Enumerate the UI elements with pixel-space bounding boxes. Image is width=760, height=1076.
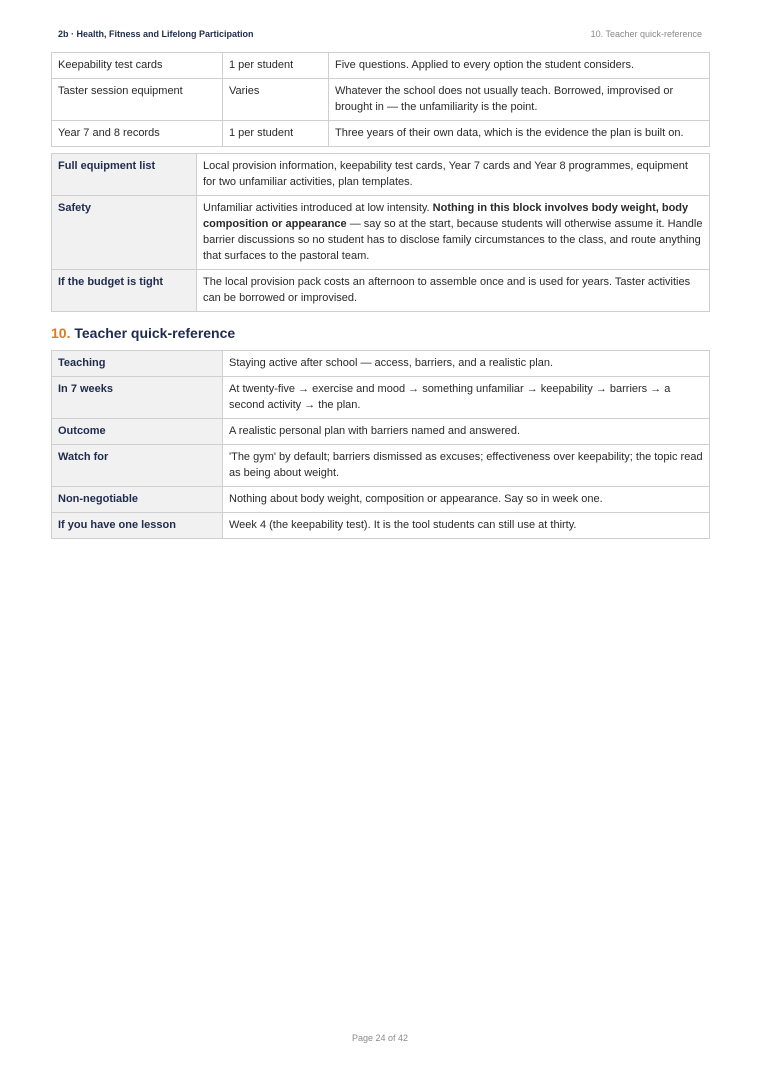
row-label: Watch for <box>52 445 223 487</box>
quick-reference-table <box>51 350 710 539</box>
table-row <box>52 79 710 121</box>
row-value: A realistic personal plan with barriers named and answered. <box>223 419 710 445</box>
row-value: Week 4 (the keepability test). It is the tool students can still use at thirty. <box>223 513 710 539</box>
table-row <box>52 487 710 513</box>
table-row <box>52 419 710 445</box>
equipment-quantity: 1 per student <box>223 121 329 147</box>
equipment-item: Year 7 and 8 records <box>52 121 223 147</box>
equipment-item: Taster session equipment <box>52 79 223 121</box>
table-row <box>52 377 710 419</box>
header-section: 10. Teacher quick-reference <box>590 29 702 39</box>
equipment-quantity: Varies <box>223 79 329 121</box>
safety-value <box>197 196 710 270</box>
section-number: 10. <box>51 325 71 341</box>
row-label: Teaching <box>52 351 223 377</box>
table-row <box>52 270 710 312</box>
table-row <box>52 53 710 79</box>
row-label: If the budget is tight <box>52 270 197 312</box>
equipment-item: Keepability test cards <box>52 53 223 79</box>
equipment-note: Five questions. Applied to every option the student considers. <box>329 53 710 79</box>
table-row <box>52 351 710 377</box>
safety-emphasis: Nothing in this block involves body weight, body composition or appearance <box>203 202 689 230</box>
page-number: Page 24 of 42 <box>351 1033 409 1043</box>
section-title: Teacher quick-reference <box>74 325 236 341</box>
row-label: In 7 weeks <box>52 377 223 419</box>
equipment-table <box>51 52 710 147</box>
table-row <box>52 154 710 196</box>
row-label: Full equipment list <box>52 154 197 196</box>
lesson-info-table <box>51 153 710 312</box>
row-value: Staying active after school — access, barriers, and a realistic plan. <box>223 351 710 377</box>
equipment-quantity: 1 per student <box>223 53 329 79</box>
row-value: 'The gym' by default; barriers dismissed as excuses; effectiveness over keepability; the topic read as being about weight. <box>223 445 710 487</box>
table-row <box>52 513 710 539</box>
running-header <box>58 29 702 39</box>
equipment-note: Three years of their own data, which is the evidence the plan is built on. <box>329 121 710 147</box>
equipment-note: Whatever the school does not usually teach. Borrowed, improvised or brought in — the unfamiliarity is the point. <box>329 79 710 121</box>
header-subject: 2b · Health, Fitness and Lifelong Participation <box>58 29 254 39</box>
table-row <box>52 121 710 147</box>
row-label: If you have one lesson <box>52 513 223 539</box>
row-value: The local provision pack costs an afternoon to assemble once and is used for years. Taster activities can be borrowed or improvised. <box>197 270 710 312</box>
row-value: At twenty-five → exercise and mood → something unfamiliar → keepability → barriers → a second activity → the plan. <box>223 377 710 419</box>
safety-text-b: — say so at the start, because students will otherwise assume it. Handle barrier discussions so no student has to disclose family circumstances to the class, and route anything that surfaces to the pastoral team. <box>203 218 703 262</box>
safety-text-a: Unfamiliar activities introduced at low intensity. <box>203 202 433 214</box>
row-value: Nothing about body weight, composition or appearance. Say so in week one. <box>223 487 710 513</box>
row-label: Safety <box>52 196 197 270</box>
row-label: Outcome <box>52 419 223 445</box>
table-row <box>52 196 710 270</box>
table-row <box>52 445 710 487</box>
section-heading <box>51 325 235 341</box>
row-value: Local provision information, keepability test cards, Year 7 cards and Year 8 programmes, equipment for two unfamiliar activities, plan templates. <box>197 154 710 196</box>
row-label: Non-negotiable <box>52 487 223 513</box>
